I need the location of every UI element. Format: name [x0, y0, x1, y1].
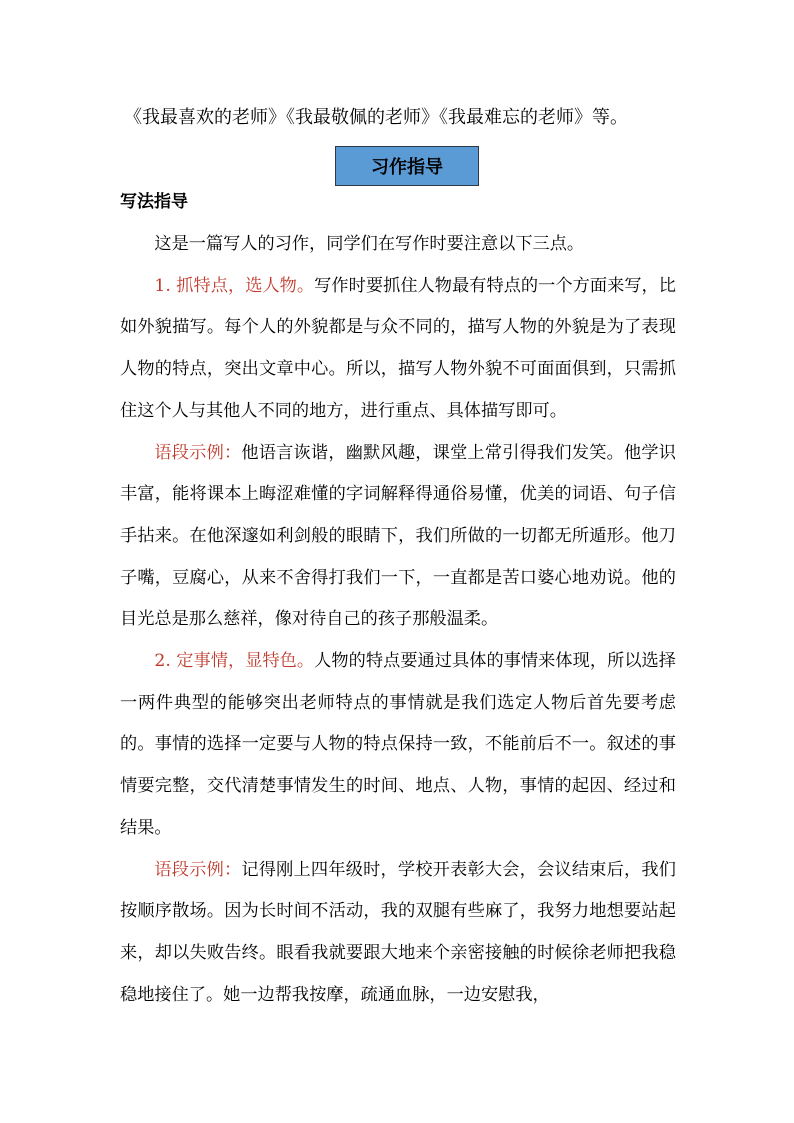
example-1-label: 语段示例： — [154, 442, 242, 463]
subheading-writing-guide: 写法指导 — [120, 192, 188, 212]
section-title-label: 习作指导 — [371, 157, 443, 178]
example-titles-line: 《我最喜欢的老师》《我最敬佩的老师》《我最难忘的老师》等。 — [124, 107, 628, 128]
point-1-text: 写作时要抓住人物最有特点的一个方面来写，比如外貌描写。每个人的外貌都是与众不同的，描写人物的外貌是为了表现人物的特点，突出文章中心。所以，描写人物外貌不可面面俱到，只需抓住这个人与其他人不同的地方，进行重点、具体描写即可。 — [120, 275, 676, 421]
paragraph-point-1 — [120, 266, 676, 433]
example-2-text: 记得刚上四年级时，学校开表彰大会，会议结束后，我们按顺序散场。因为长时间不活动，我的双腿有些麻了，我努力地想要站起来，却以失败告终。眼看我就要跟大地来个亲密接触的时候徐老师把我稳稳地接住了。她一边帮我按摩，疏通血脉，一边安慰我， — [120, 859, 676, 1005]
paragraph-example-1 — [120, 433, 676, 642]
section-title-box — [335, 146, 479, 186]
paragraph-intro-text: 这是一篇写人的习作，同学们在写作时要注意以下三点。 — [154, 234, 585, 254]
body-text — [120, 224, 676, 1016]
point-2-text: 人物的特点要通过具体的事情来体现，所以选择一两件典型的能够突出老师特点的事情就是我们选定人物后首先要考虑的。事情的选择一定要与人物的特点保持一致，不能前后不一。叙述的事情要完整，交代清楚事情发生的时间、地点、人物，事情的起因、经过和结果。 — [120, 651, 676, 838]
point-1-label: 1. 抓特点，选人物。 — [154, 275, 315, 296]
point-2-label: 2. 定事情，显特色。 — [154, 651, 315, 672]
example-1-text: 他语言诙谐，幽默风趣，课堂上常引得我们发笑。他学识丰富，能将课本上晦涩难懂的字词解释得通俗易懂，优美的词语、句子信手拈来。在他深邃如利剑般的眼睛下，我们所做的一切都无所遁形。他刀子嘴，豆腐心，从来不舍得打我们一下，一直都是苦口婆心地劝说。他的目光总是那么慈祥，像对待自己的孩子那般温柔。 — [120, 442, 676, 630]
paragraph-example-2 — [120, 850, 676, 1017]
example-2-label: 语段示例： — [154, 859, 242, 880]
paragraph-intro — [120, 224, 676, 266]
paragraph-point-2 — [120, 641, 676, 850]
